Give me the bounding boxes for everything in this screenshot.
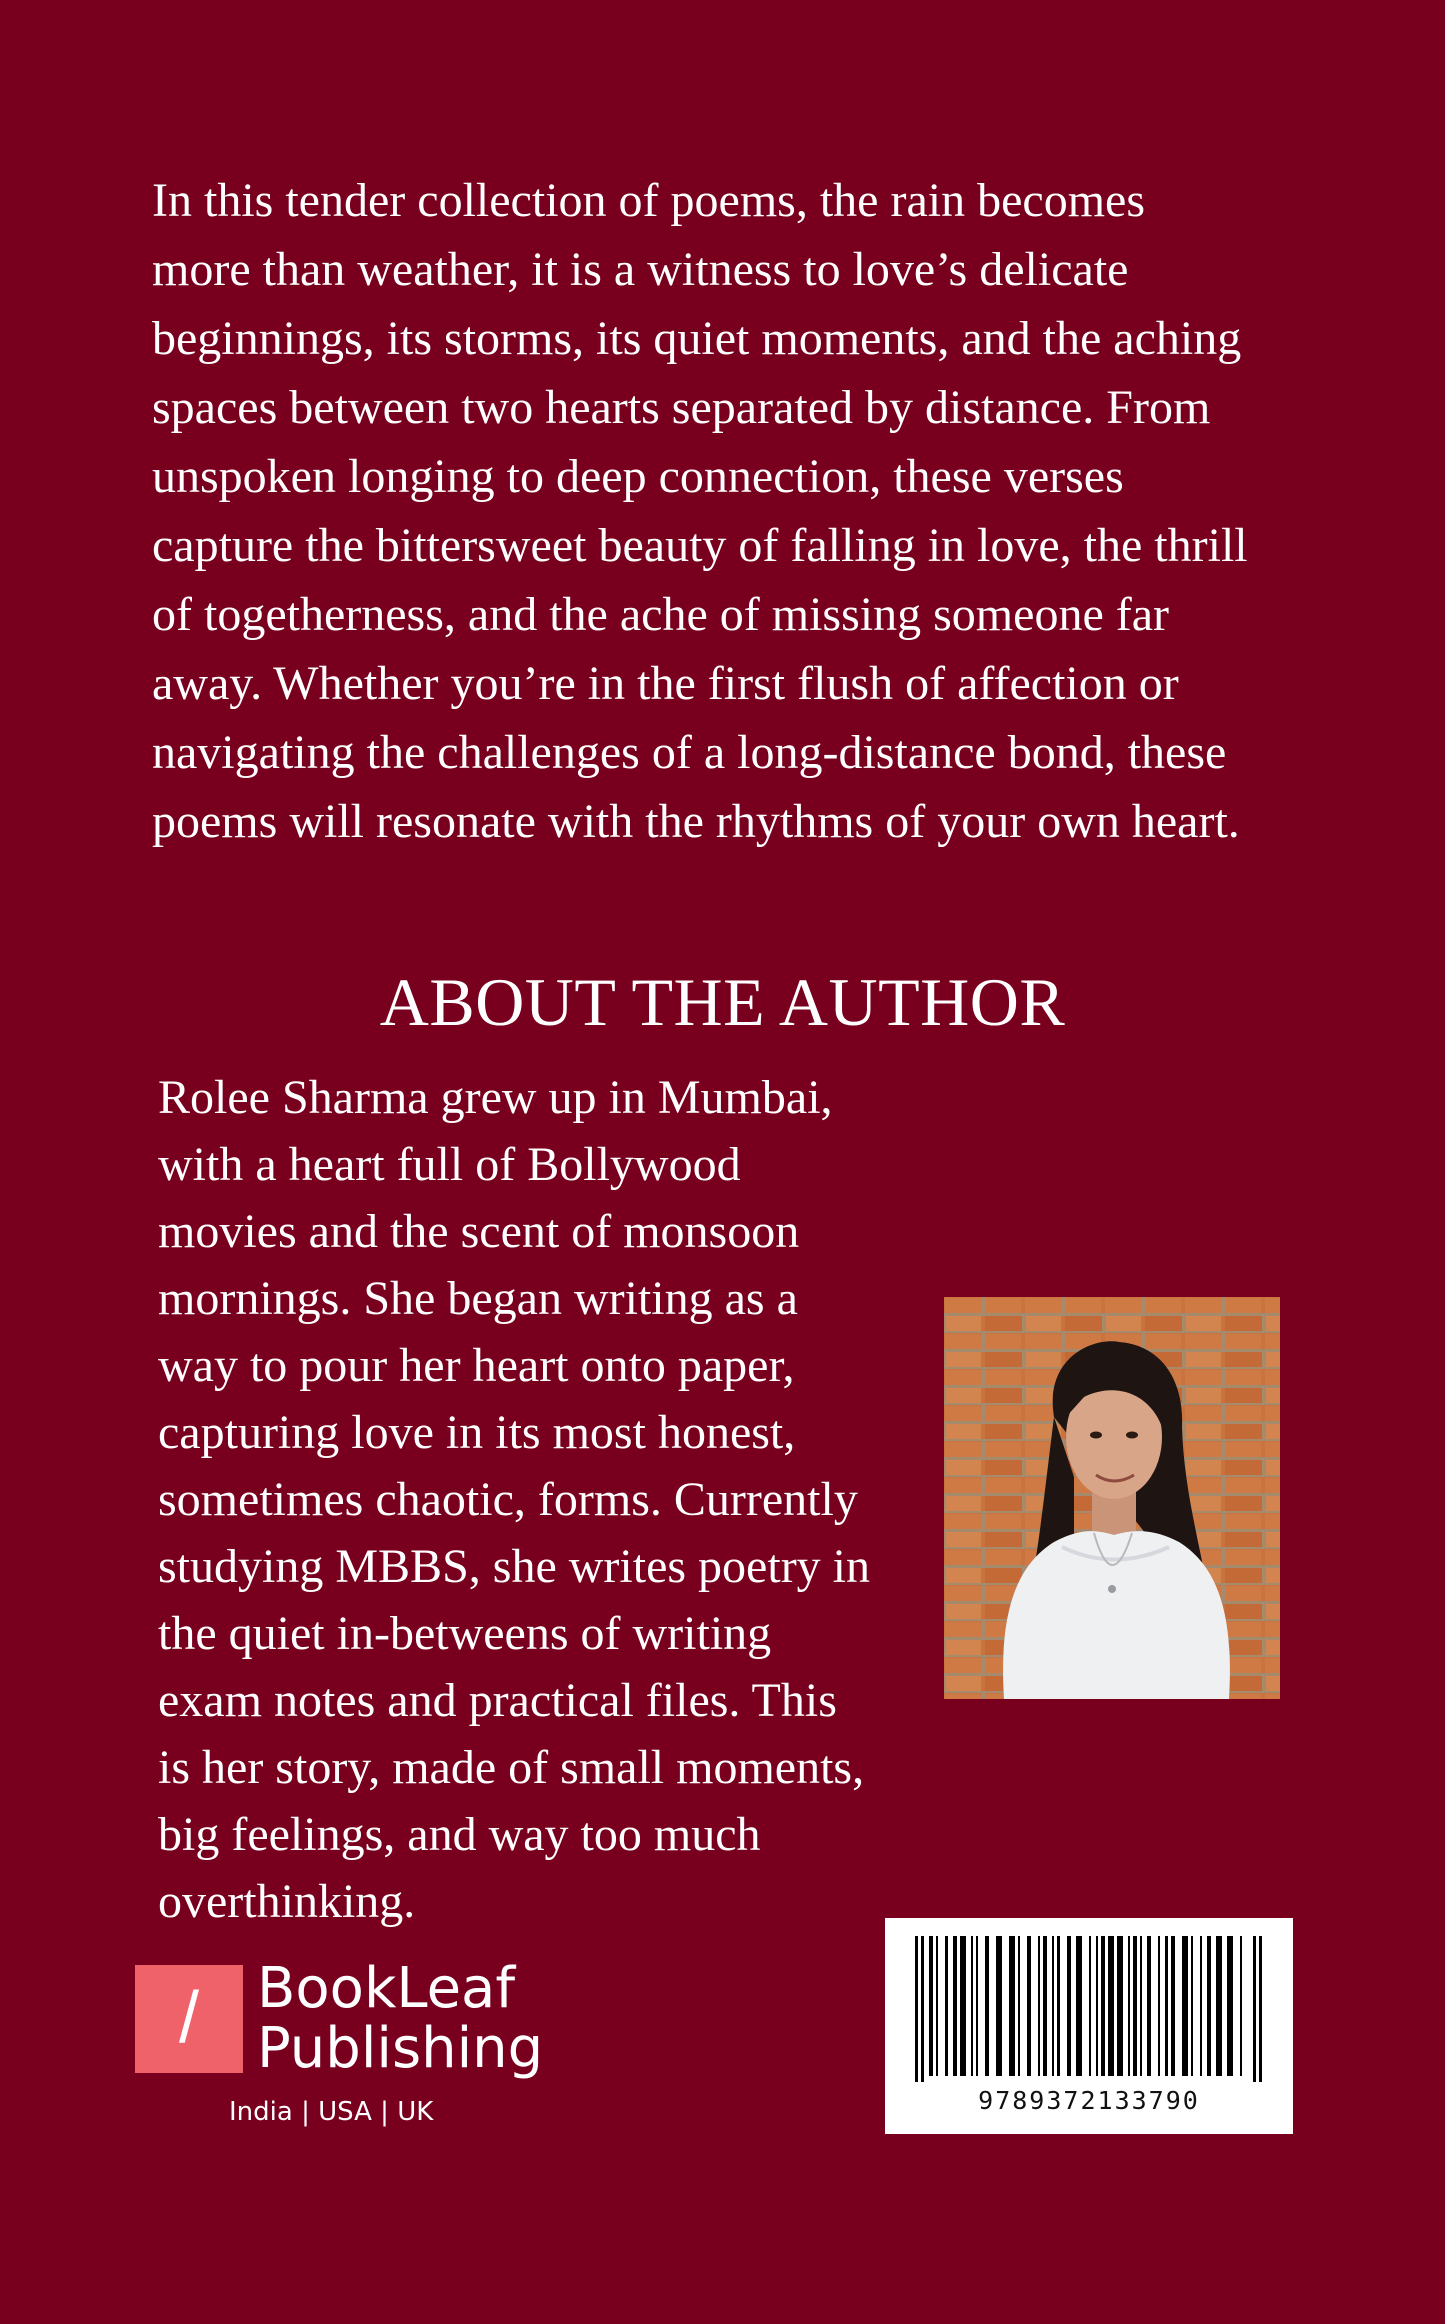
barcode-bar (1117, 1936, 1123, 2076)
barcode-bar (1200, 1936, 1202, 2076)
bio-line: overthinking. (158, 1875, 416, 1928)
barcode-bar (971, 1936, 973, 2076)
bio-line: mornings. She began writing as a (158, 1272, 798, 1325)
barcode-bar (1171, 1936, 1175, 2076)
publisher-regions: India | USA | UK (229, 2097, 434, 2127)
blurb-line: more than weather, it is a witness to love’s delicate (152, 243, 1129, 296)
barcode-bar (1089, 1936, 1091, 2076)
barcode-bar (1207, 1936, 1211, 2076)
barcode-bar (985, 1936, 989, 2076)
isbn-number: 9789372133790 (978, 2086, 1200, 2115)
author-photo (944, 1297, 1280, 1699)
barcode-bar (1018, 1936, 1020, 2076)
barcode-bar (1147, 1936, 1151, 2076)
bio-line: studying MBBS, she writes poetry in (158, 1540, 871, 1593)
barcode-bar (1165, 1936, 1168, 2076)
barcode-bar (1182, 1936, 1188, 2076)
isbn-barcode (885, 1918, 1293, 2134)
book-blurb (152, 166, 1342, 856)
blurb-line: of togetherness, and the ache of missing someone far (152, 588, 1170, 641)
about-author-heading: ABOUT THE AUTHOR (379, 964, 1066, 1040)
barcode-bar (1133, 1936, 1137, 2076)
blurb-line: poems will resonate with the rhythms of your own heart. (152, 795, 1240, 848)
barcode-bar (1009, 1936, 1015, 2076)
barcode-bar (1076, 1936, 1082, 2076)
bio-line: movies and the scent of monsoon (158, 1205, 800, 1258)
bio-line: way to pour her heart onto paper, (158, 1339, 795, 1392)
barcode-bar (976, 1936, 978, 2076)
bio-line: exam notes and practical files. This (158, 1674, 837, 1727)
slash-icon (135, 1965, 243, 2073)
barcode-bar (1158, 1936, 1160, 2076)
blurb-line: In this tender collection of poems, the rain becomes (152, 174, 1146, 227)
author-bio (158, 1064, 948, 1935)
barcode-bar (1067, 1936, 1071, 2076)
barcode-bar (1052, 1936, 1054, 2076)
barcode-bar (1259, 1936, 1262, 2082)
barcode-bar (1253, 1936, 1256, 2082)
barcode-bars (913, 1936, 1265, 2082)
barcode-bar (1128, 1936, 1130, 2076)
barcode-bar (953, 1936, 957, 2076)
barcode-bar (1108, 1936, 1114, 2076)
barcode-bar (1227, 1936, 1233, 2076)
publisher-logo (135, 1956, 544, 2127)
bio-line: Rolee Sharma grew up in Mumbai, (158, 1071, 833, 1124)
barcode-bar (996, 1936, 1002, 2076)
blurb-line: navigating the challenges of a long-distance bond, these (152, 726, 1227, 779)
barcode-bar (960, 1936, 966, 2076)
bio-line: is her story, made of small moments, (158, 1741, 865, 1794)
barcode-bar (1191, 1936, 1193, 2076)
barcode-bar (1101, 1936, 1105, 2076)
barcode-bar (921, 1936, 924, 2082)
publisher-name-line2: Publishing (257, 2016, 544, 2081)
barcode-bar (1240, 1936, 1242, 2076)
blurb-line: beginnings, its storms, its quiet moments, and the aching (152, 312, 1242, 365)
barcode-bar (1096, 1936, 1098, 2076)
barcode-bar (1057, 1936, 1060, 2076)
barcode-bar (915, 1936, 918, 2082)
bio-line: capturing love in its most honest, (158, 1406, 796, 1459)
barcode-bar (936, 1936, 938, 2076)
barcode-bar (1043, 1936, 1047, 2076)
barcode-bar (1216, 1936, 1222, 2076)
bio-line: the quiet in-betweens of writing (158, 1607, 772, 1660)
barcode-bar (1027, 1936, 1031, 2076)
bio-line: big feelings, and way too much (158, 1808, 761, 1861)
bio-line: with a heart full of Bollywood (158, 1138, 741, 1191)
bio-line: sometimes chaotic, forms. Currently (158, 1473, 858, 1526)
publisher-name (257, 1956, 544, 2081)
blurb-line: away. Whether you’re in the first flush of affection or (152, 657, 1179, 710)
barcode-bar (929, 1936, 933, 2076)
barcode-bar (945, 1936, 948, 2076)
logo-mark-glyph: / (178, 1978, 199, 2058)
barcode-bar (1140, 1936, 1142, 2076)
blurb-line: spaces between two hearts separated by distance. From (152, 381, 1211, 434)
blurb-line: unspoken longing to deep connection, these verses (152, 450, 1124, 503)
barcode-bar (1038, 1936, 1040, 2076)
publisher-name-line1: BookLeaf (257, 1956, 516, 2021)
blurb-line: capture the bittersweet beauty of falling in love, the thrill (152, 519, 1248, 572)
